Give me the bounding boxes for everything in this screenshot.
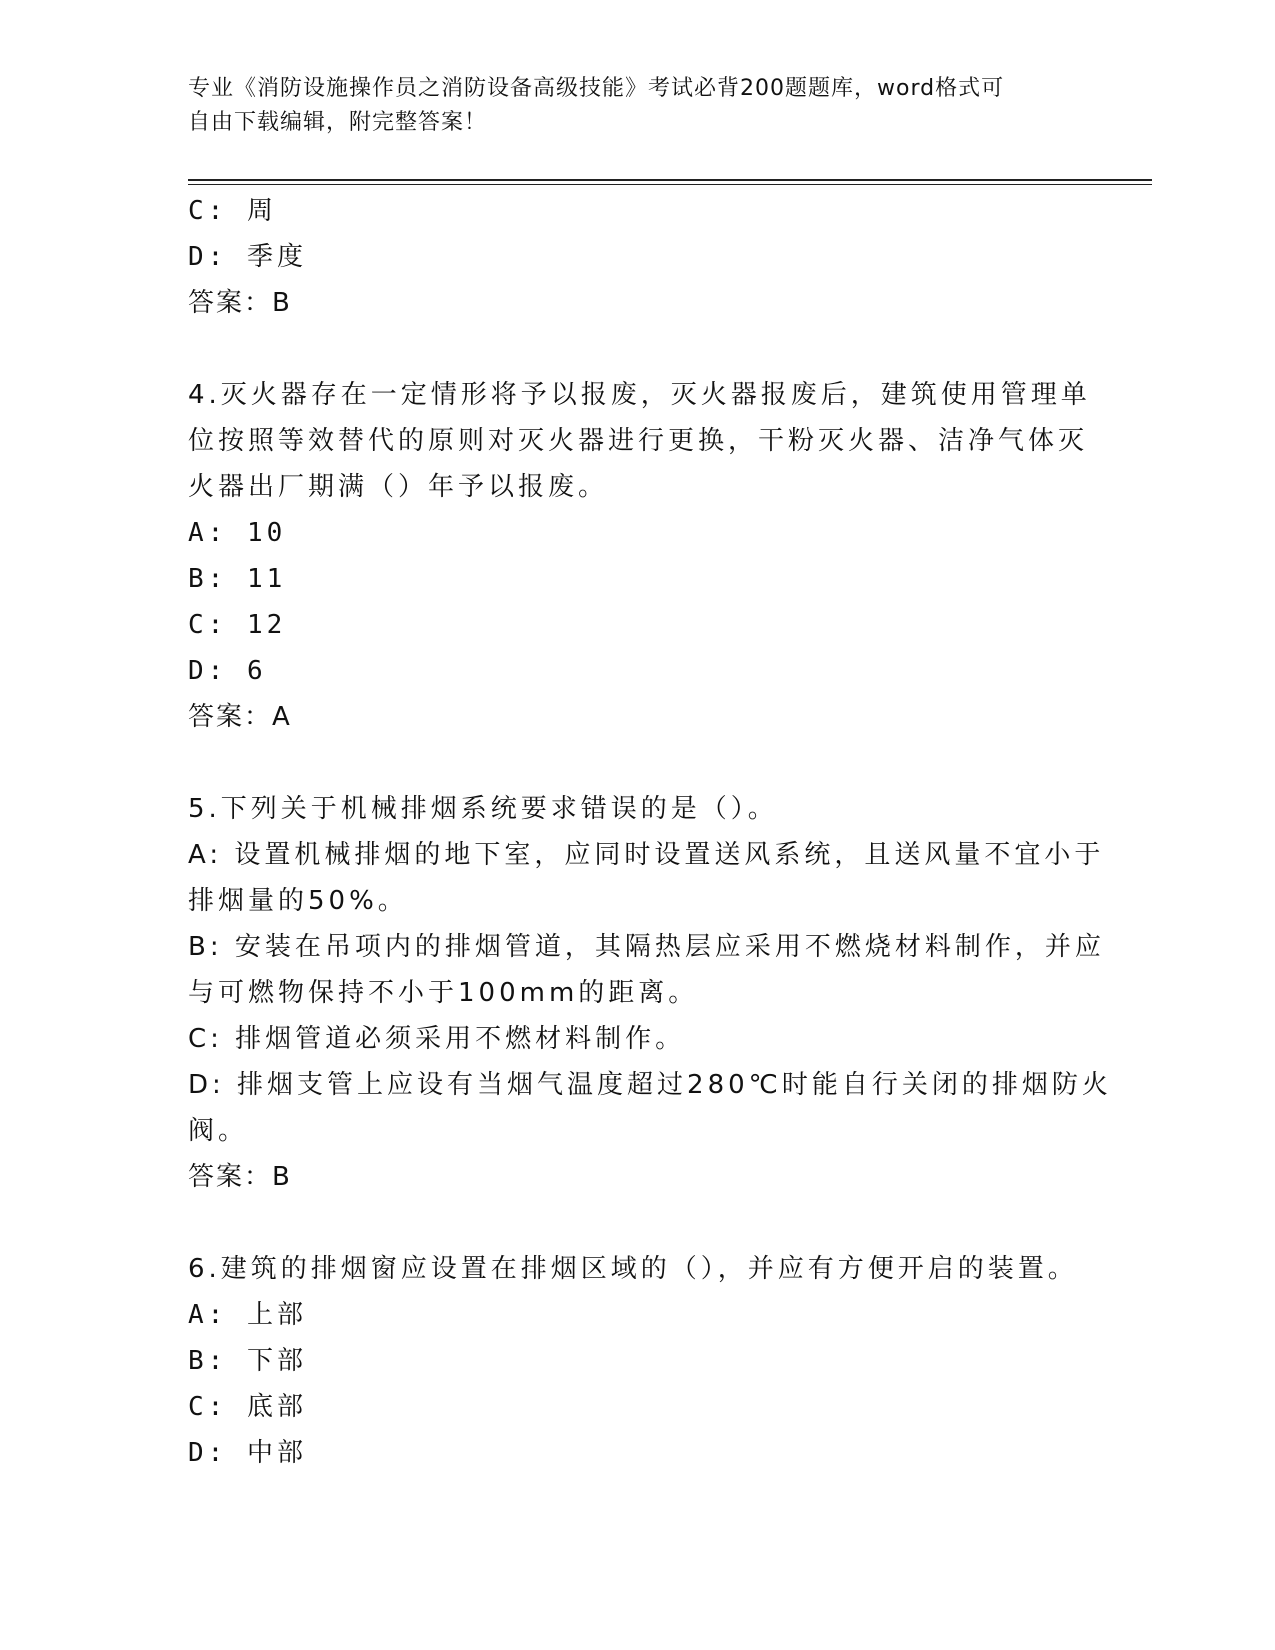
question-stem-line: 4.灭火器存在一定情形将予以报废，灭火器报废后，建筑使用管理单 — [188, 380, 1091, 410]
question-spacer — [188, 740, 1088, 786]
option-a: A: 10 — [188, 518, 287, 548]
header-divider-thick — [188, 179, 1152, 181]
option-b: B: 安装在吊项内的排烟管道，其隔热层应采用不燃烧材料制作，并应 — [188, 932, 1105, 962]
option-b: B: 11 — [188, 564, 287, 594]
option-c: C: 周 — [188, 196, 277, 226]
question-stem-line: 5.下列关于机械排烟系统要求错误的是（）。 — [188, 794, 778, 824]
option-b-continued: 与可燃物保持不小于100mm的距离。 — [188, 978, 699, 1008]
option-d: D: 排烟支管上应设有当烟气温度超过280℃时能自行关闭的排烟防火 — [188, 1070, 1112, 1100]
question-stem-line: 火器出厂期满（）年予以报废。 — [188, 472, 609, 502]
question-stem-line: 位按照等效替代的原则对灭火器进行更换，干粉灭火器、洁净气体灭 — [188, 426, 1089, 456]
option-a: A: 设置机械排烟的地下室，应同时设置送风系统，且送风量不宜小于 — [188, 840, 1105, 870]
option-a-continued: 排烟量的50%。 — [188, 886, 408, 916]
option-d-continued: 阀。 — [188, 1116, 249, 1146]
option-d: D: 中部 — [188, 1438, 307, 1468]
option-c: C: 底部 — [188, 1392, 307, 1422]
header-divider-thin — [188, 184, 1152, 185]
option-c: C: 排烟管道必须采用不燃材料制作。 — [188, 1024, 686, 1054]
answer-line: 答案：A — [188, 702, 292, 732]
option-b: B: 下部 — [188, 1346, 307, 1376]
answer-line: 答案：B — [188, 1162, 292, 1192]
question-4 — [188, 372, 1091, 740]
question-spacer — [188, 1200, 1088, 1246]
header-line-1: 专业《消防设施操作员之消防设备高级技能》考试必背200题题库，word格式可 — [188, 76, 1005, 101]
question-spacer — [188, 326, 1088, 372]
header-line-2: 自由下载编辑，附完整答案！ — [188, 110, 488, 135]
option-d: D: 6 — [188, 656, 267, 686]
question-3 — [188, 188, 1088, 326]
question-stem-line: 6.建筑的排烟窗应设置在排烟区域的（），并应有方便开启的装置。 — [188, 1254, 1078, 1284]
answer-line: 答案：B — [188, 288, 292, 318]
question-5 — [188, 786, 1112, 1200]
document-header — [188, 72, 1068, 140]
question-list — [188, 188, 1112, 1476]
option-c: C: 12 — [188, 610, 287, 640]
option-d: D: 季度 — [188, 242, 307, 272]
option-a: A: 上部 — [188, 1300, 307, 1330]
question-6 — [188, 1246, 1088, 1476]
